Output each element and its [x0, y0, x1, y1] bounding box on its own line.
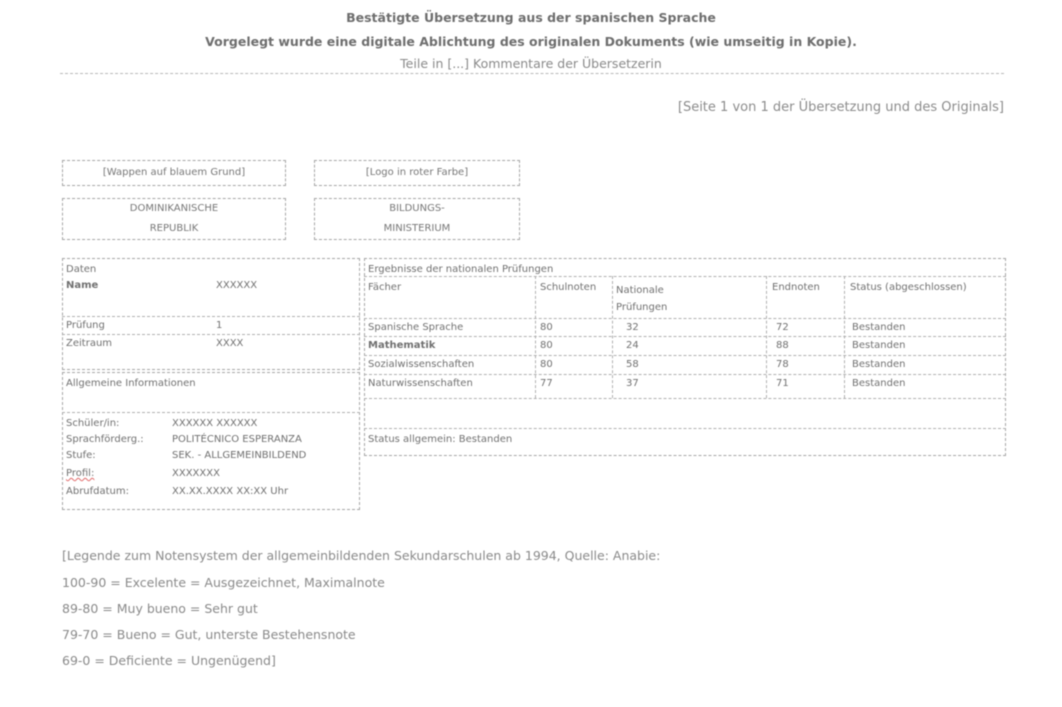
col-divider [766, 276, 767, 398]
country-box [62, 198, 286, 240]
national-grade-spanish: 32 [626, 322, 639, 333]
legend-intro-text: [Legende zum Notensystem der allgemeinbildenden Sekundarschulen ab 1994, Quelle: Anabie: [62, 548, 661, 563]
col-school-grades: Schulnoten [540, 282, 597, 293]
row-divider [364, 318, 1006, 319]
exam-label: Prüfung [66, 320, 105, 331]
ministry-line-2: MINISTERIUM [383, 223, 451, 234]
school-label: Sprachförderg.: [66, 434, 144, 445]
exam-value: 1 [216, 320, 223, 331]
col-status: Status (abgeschlossen) [850, 282, 967, 293]
period-value: XXXX [216, 338, 244, 349]
national-grade-math: 24 [626, 340, 639, 351]
final-grade-math: 88 [776, 340, 789, 351]
row-divider [62, 412, 360, 413]
final-grade-science: 71 [776, 378, 789, 389]
legend-line-2: 89-80 = Muy bueno = Sehr gut [62, 601, 258, 616]
profile-label: Profil: [66, 468, 95, 479]
ministry-line-1: BILDUNGS- [389, 203, 445, 214]
subject-social: Sozialwissenschaften [368, 359, 475, 370]
col-divider [535, 276, 536, 398]
status-math: Bestanden [852, 340, 906, 351]
coat-of-arms-label: [Wappen auf blauem Grund] [102, 167, 246, 178]
col-national-exams: Nationale Prüfungen [616, 285, 668, 313]
status-spanish: Bestanden [852, 322, 906, 333]
retrieval-date-value: XX.XX.XXXX XX:XX Uhr [172, 486, 289, 497]
general-info-title: Allgemeine Informationen [66, 378, 196, 389]
row-divider [364, 355, 1006, 356]
school-value: POLITÉCNICO ESPERANZA [172, 434, 302, 445]
legend-line-1: 100-90 = Excelente = Ausgezeichnet, Maximalnote [62, 575, 385, 590]
row-divider [364, 428, 1006, 429]
document-subtitle: Vorgelegt wurde eine digitale Ablichtung des originalen Dokuments (wie umseitig in Kopie). [205, 34, 857, 49]
col-divider [612, 276, 613, 398]
country-line-2: REPUBLIK [149, 223, 199, 234]
school-grade-science: 77 [540, 378, 553, 389]
results-title: Ergebnisse der nationalen Prüfungen [368, 264, 554, 275]
student-name-label: Schüler/in: [66, 418, 120, 429]
translator-note: Teile in [...] Kommentare der Übersetzerin [400, 56, 662, 71]
logo-placeholder [314, 160, 520, 186]
col-divider [844, 276, 845, 398]
student-section-label: Daten [66, 264, 97, 275]
student-data-table [62, 258, 360, 370]
subject-math: Mathematik [368, 340, 436, 351]
row-divider [364, 374, 1006, 375]
status-science: Bestanden [852, 378, 906, 389]
national-grade-social: 58 [626, 359, 639, 370]
logo-label: [Logo in roter Farbe] [365, 167, 469, 178]
header-divider [60, 73, 1004, 74]
row-divider [364, 276, 1006, 277]
national-grade-science: 37 [626, 378, 639, 389]
legend-line-3: 79-70 = Bueno = Gut, unterste Bestehensnote [62, 627, 356, 642]
row-divider [364, 398, 1006, 399]
status-social: Bestanden [852, 359, 906, 370]
page-info: [Seite 1 von 1 der Übersetzung und des Originals] [677, 100, 1004, 115]
row-divider [62, 334, 360, 335]
level-label: Stufe: [66, 450, 96, 461]
overall-status: Status allgemein: Bestanden [368, 434, 513, 445]
school-grade-social: 80 [540, 359, 553, 370]
final-grade-social: 78 [776, 359, 789, 370]
col-final-grades: Endnoten [772, 282, 820, 293]
document-title: Bestätigte Übersetzung aus der spanischen Sprache [346, 10, 716, 25]
country-line-1: DOMINIKANISCHE [129, 203, 219, 214]
level-value: SEK. - ALLGEMEINBILDEND [172, 450, 307, 461]
subject-spanish: Spanische Sprache [368, 322, 464, 333]
school-grade-math: 80 [540, 340, 553, 351]
row-divider [62, 316, 360, 317]
col-subjects: Fächer [368, 282, 402, 293]
row-divider [364, 336, 1006, 337]
period-label: Zeitraum [66, 338, 113, 349]
ministry-box [314, 198, 520, 240]
final-grade-spanish: 72 [776, 322, 789, 333]
school-grade-spanish: 80 [540, 322, 553, 333]
legend-intro [62, 548, 660, 563]
name-label: Name [66, 280, 99, 291]
legend-line-4: 69-0 = Deficiente = Ungenügend] [62, 653, 276, 668]
profile-value: XXXXXXX [172, 468, 220, 479]
coat-of-arms-placeholder [62, 160, 286, 186]
name-value: XXXXXX [216, 280, 258, 291]
student-name-value: XXXXXX XXXXXX [172, 418, 258, 429]
retrieval-date-label: Abrufdatum: [66, 486, 130, 497]
subject-science: Naturwissenschaften [368, 378, 473, 389]
